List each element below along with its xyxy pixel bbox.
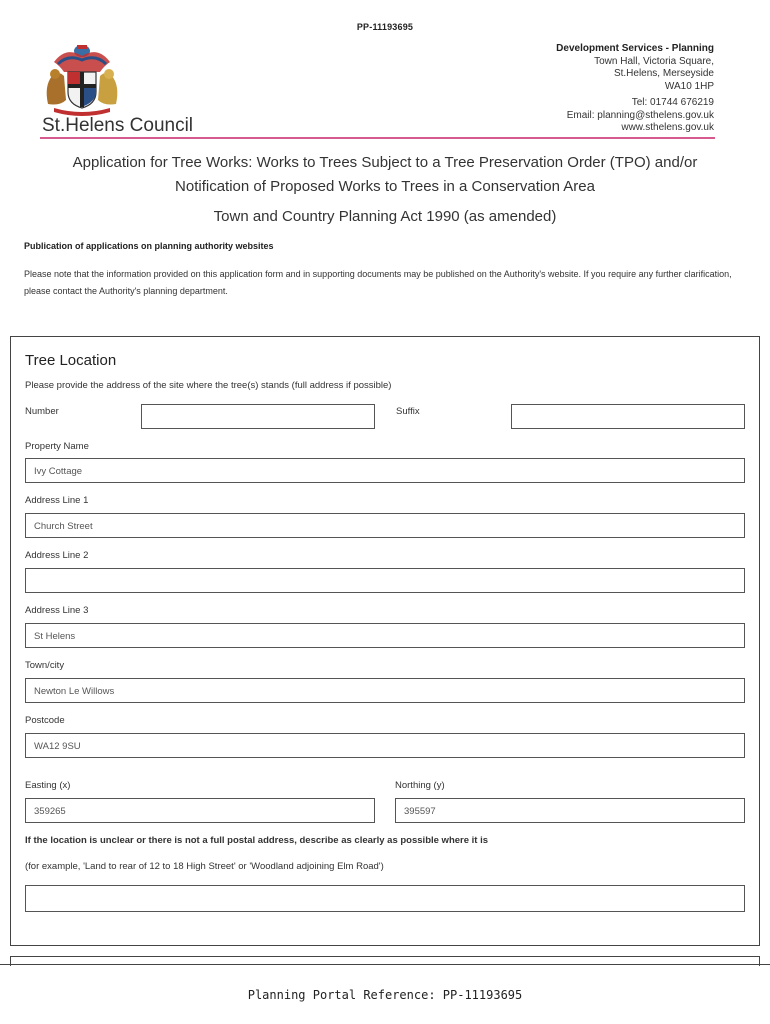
address-line: St.Helens, Merseyside bbox=[613, 68, 714, 79]
northing-field[interactable]: 395597 bbox=[395, 798, 745, 823]
department-name: Development Services - Planning bbox=[556, 43, 714, 54]
publication-text: Please note that the information provided on this application form and in supporting documents may be published on the Authority's website. If you require any further clarification, please contact the Authority's planning department. bbox=[24, 269, 732, 296]
suffix-label: Suffix bbox=[396, 406, 420, 417]
town-field[interactable]: Newton Le Willows bbox=[25, 678, 745, 703]
property-name-label: Property Name bbox=[25, 441, 89, 452]
address-line-2-field[interactable] bbox=[25, 568, 745, 593]
address-line-3-field[interactable]: St Helens bbox=[25, 623, 745, 648]
form-title-line: Notification of Proposed Works to Trees in a Conservation Area bbox=[175, 178, 595, 195]
form-subtitle: Town and Country Planning Act 1990 (as amended) bbox=[213, 208, 557, 225]
address-postcode: WA10 1HP bbox=[664, 80, 714, 92]
telephone: Tel: 01744 676219 bbox=[631, 97, 714, 108]
postcode-field[interactable]: WA12 9SU bbox=[25, 733, 745, 758]
postcode-label: Postcode bbox=[25, 715, 65, 726]
northing-label: Northing (y) bbox=[395, 780, 445, 791]
header-divider bbox=[40, 137, 715, 139]
council-name: St.Helens Council bbox=[42, 115, 194, 136]
address-line-1-field[interactable]: Church Street bbox=[25, 513, 745, 538]
publication-heading: Publication of applications on planning authority websites bbox=[24, 241, 274, 251]
page-divider bbox=[0, 964, 770, 965]
easting-label: Easting (x) bbox=[25, 780, 71, 791]
unclear-location-field[interactable] bbox=[25, 885, 745, 912]
address-line-1-label: Address Line 1 bbox=[25, 495, 89, 506]
website: www.sthelens.gov.uk bbox=[621, 122, 714, 133]
address-line: Town Hall, Victoria Square, bbox=[594, 55, 714, 67]
council-crest-icon bbox=[40, 42, 124, 116]
section-title: Tree Location bbox=[25, 352, 117, 369]
property-name-field[interactable]: Ivy Cottage bbox=[25, 458, 745, 483]
section-intro: Please provide the address of the site where the tree(s) stands (full address if possible) bbox=[25, 380, 392, 391]
number-field[interactable] bbox=[141, 404, 375, 429]
town-label: Town/city bbox=[25, 660, 65, 671]
form-title bbox=[30, 151, 740, 199]
address-line-3-label: Address Line 3 bbox=[25, 605, 89, 616]
unclear-location-heading: If the location is unclear or there is not a full postal address, describe as clearly as possible where it is bbox=[25, 835, 489, 846]
easting-field[interactable]: 359265 bbox=[25, 798, 375, 823]
email: Email: planning@sthelens.gov.uk bbox=[566, 109, 714, 121]
council-address bbox=[556, 43, 714, 135]
suffix-field[interactable] bbox=[511, 404, 745, 429]
number-label: Number bbox=[25, 406, 59, 417]
address-line-2-label: Address Line 2 bbox=[25, 550, 89, 561]
planning-portal-reference: Planning Portal Reference: PP-11193695 bbox=[247, 988, 523, 1002]
form-title-line: Application for Tree Works: Works to Trees Subject to a Tree Preservation Order (TPO) and/or bbox=[72, 154, 698, 171]
reference-number-top: PP-11193695 bbox=[356, 22, 414, 32]
unclear-location-example: (for example, 'Land to rear of 12 to 18 High Street' or 'Woodland adjoining Elm Road') bbox=[25, 861, 384, 872]
